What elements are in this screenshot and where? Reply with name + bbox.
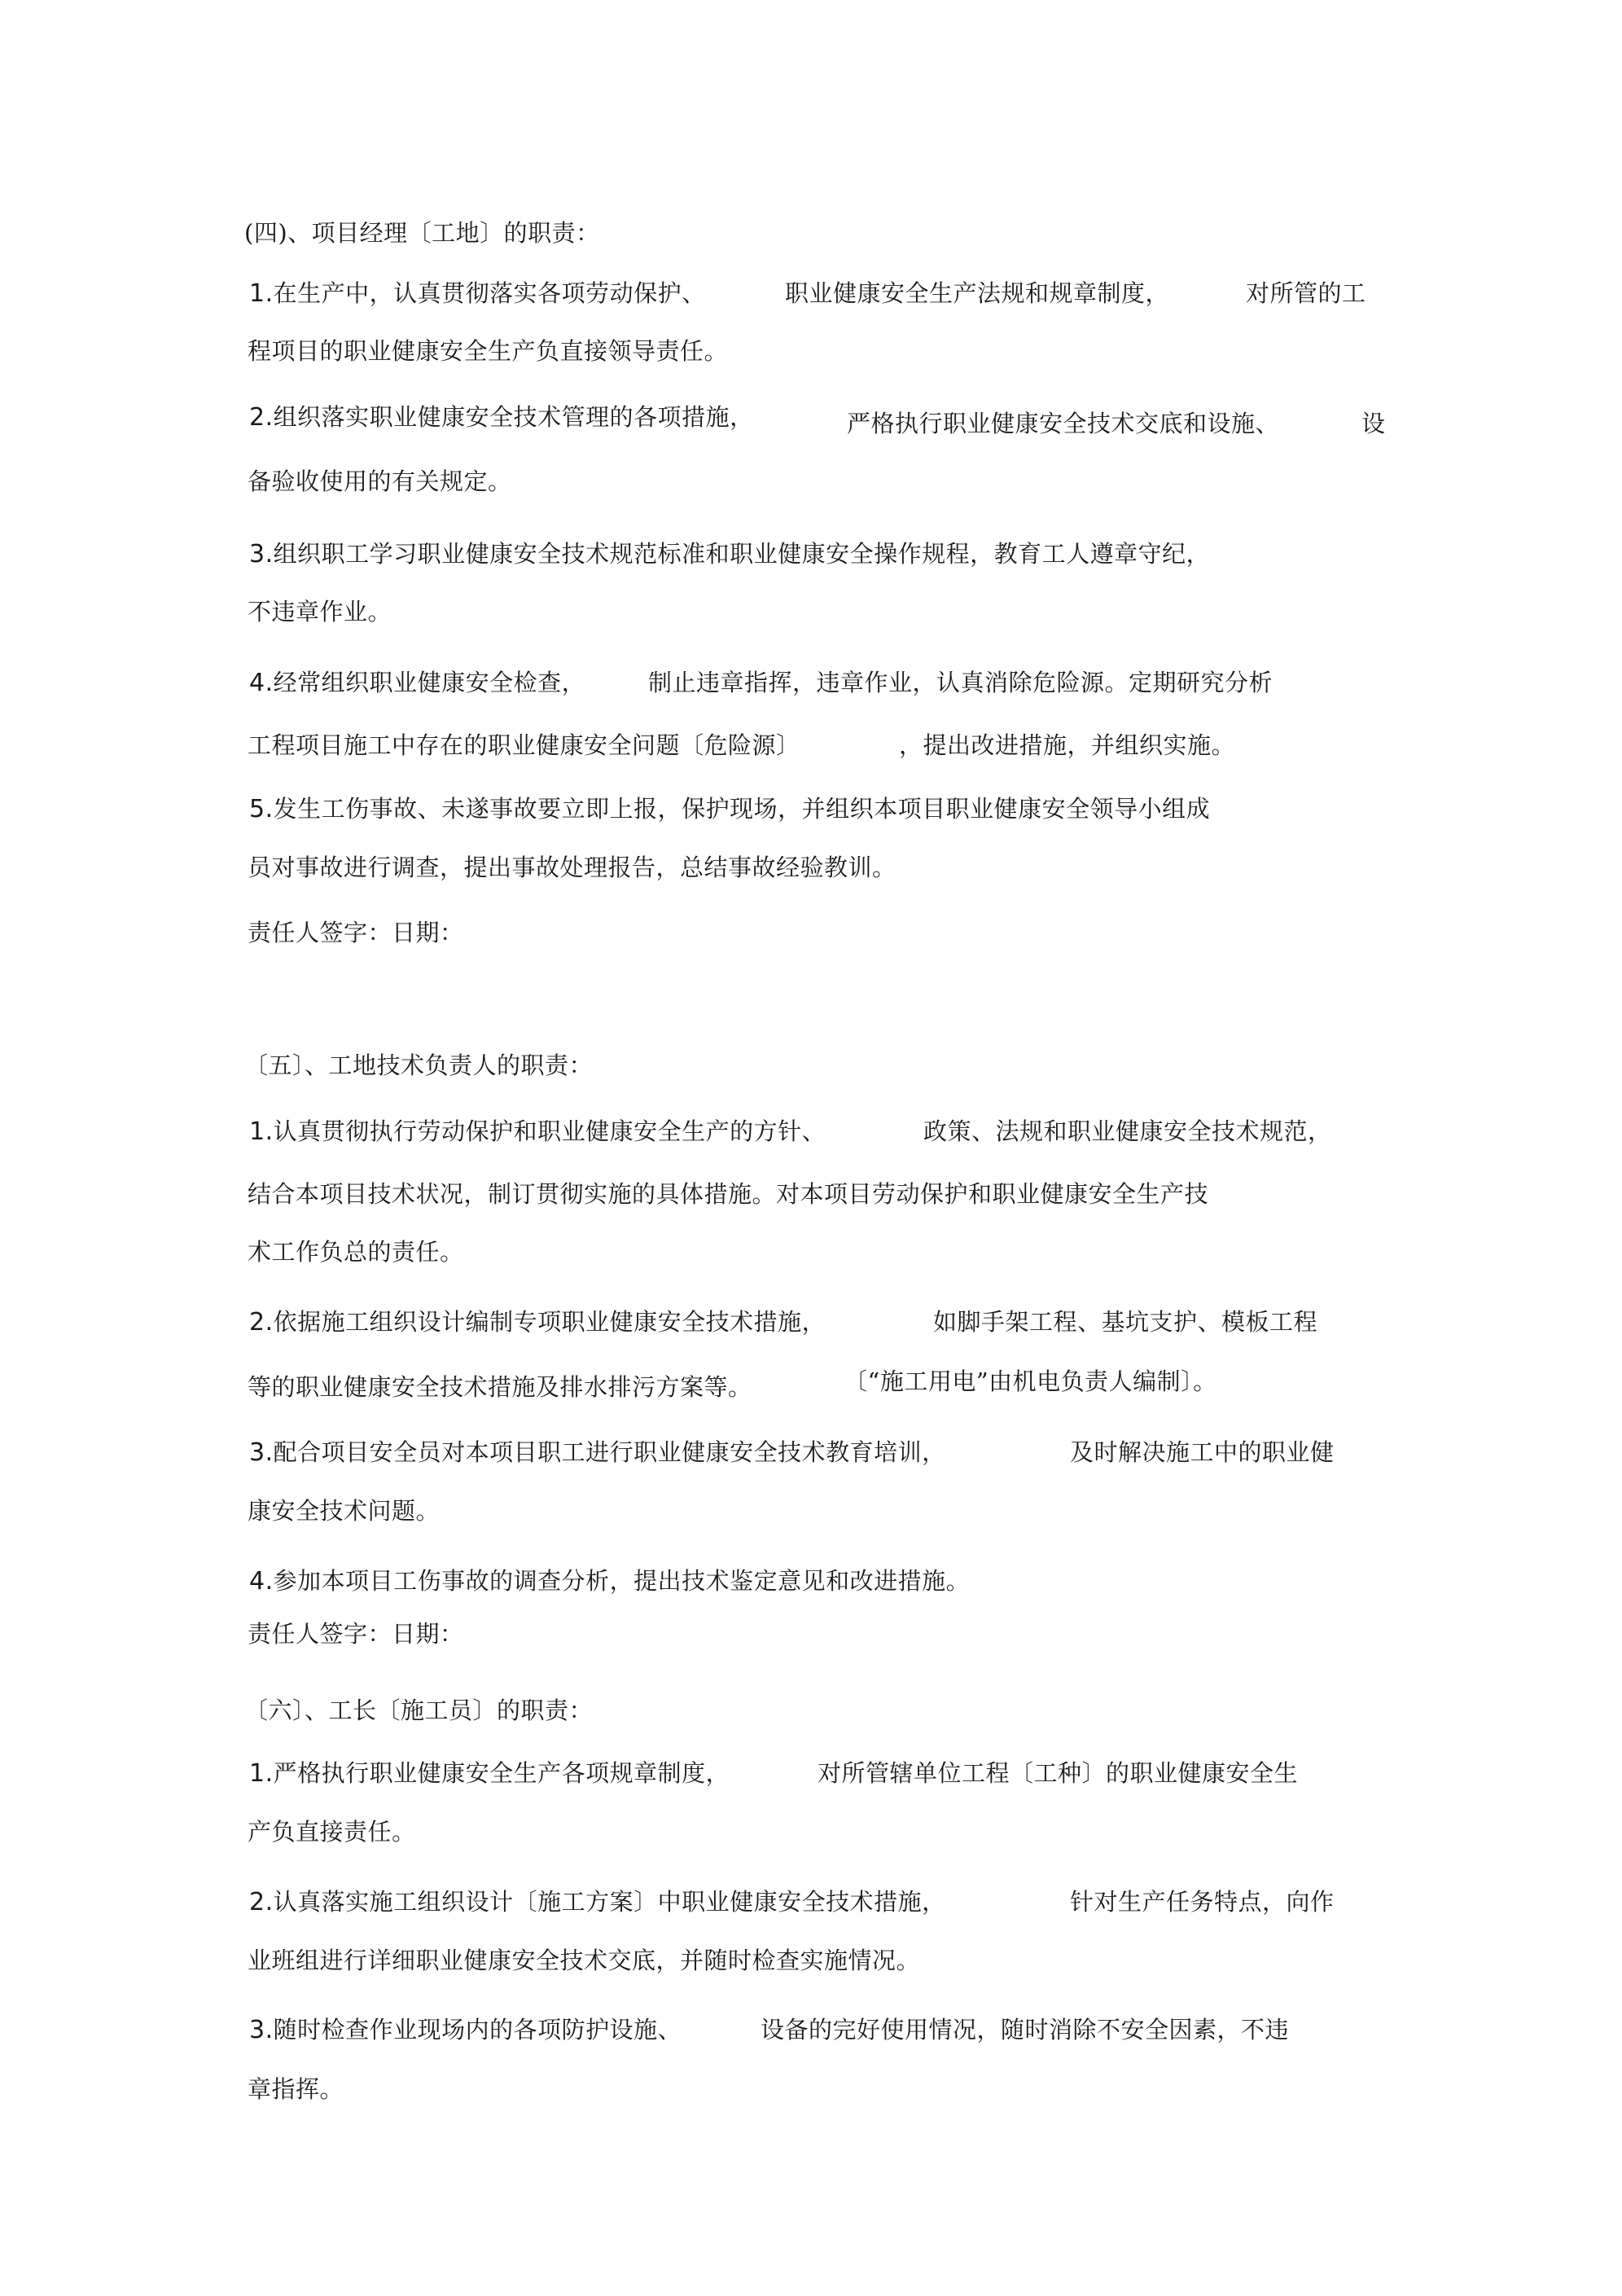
paragraph-text: 在生产中，认真贯彻落实各项劳动保护、 (273, 279, 706, 307)
item-3-line-1 (249, 538, 1210, 571)
section-heading: 〔五〕、工地技术负责人的职责： (244, 1051, 594, 1079)
paragraph-text: 对所管辖单位工程〔工种〕的职业健康安全生 (818, 1759, 1299, 1787)
item-number: 3. (249, 2016, 274, 2044)
paragraph-text: 业班组进行详细职业健康安全技术交底，并随时检查实施情况。 (248, 1947, 921, 1974)
paragraph-text: 设备的完好使用情况，随时消除不安全因素，不违 (761, 2016, 1290, 2044)
item-1-line-1 (249, 1757, 730, 1790)
paragraph-text: 组织职工学习职业健康安全技术规范标准和职业健康安全操作规程，教育工人遵章守纪， (273, 540, 1211, 568)
paragraph-text: 参加本项目工伤事故的调查分析，提出技术鉴定意见和改进措施。 (273, 1567, 971, 1595)
section-heading: 〔六〕、工长〔施工员〕的职责： (244, 1697, 594, 1724)
paragraph-text: 认真贯彻执行劳动保护和职业健康安全生产的方针、 (273, 1117, 826, 1145)
signature-line: 责任人签字：日期： (248, 919, 464, 946)
paragraph-text: 员对事故进行调查，提出事故处理报告，总结事故经验教训。 (248, 854, 896, 881)
paragraph-text: 严格执行职业健康安全技术交底和设施、 (847, 410, 1280, 437)
item-1-line-1 (249, 277, 706, 310)
paragraph-text: 等的职业健康安全技术措施及排水排污方案等。 (248, 1373, 752, 1401)
item-number: 2. (249, 403, 274, 432)
paragraph-text: 严格执行职业健康安全生产各项规章制度， (273, 1759, 730, 1787)
paragraph-text: 及时解决施工中的职业健 (1070, 1438, 1335, 1466)
paragraph-text: 发生工伤事故、未遂事故要立即上报，保护现场，并组织本项目职业健康安全领导小组成 (273, 795, 1211, 823)
paragraph-text: 术工作负总的责任。 (248, 1238, 464, 1266)
paragraph-text: 如脚手架工程、基坑支护、模板工程 (933, 1308, 1318, 1336)
paragraph-text: 政策、法规和职业健康安全技术规范， (923, 1117, 1332, 1145)
item-1-line-1 (249, 1115, 826, 1148)
paragraph-text: 经常组织职业健康安全检查， (273, 669, 586, 696)
paragraph-text: 工程项目施工中存在的职业健康安全问题〔危险源〕 (248, 731, 800, 759)
paragraph-text: 依据施工组织设计编制专项职业健康安全技术措施， (273, 1308, 826, 1336)
paragraph-text: 备验收使用的有关规定。 (248, 468, 512, 495)
signature-line: 责任人签字：日期： (248, 1620, 464, 1648)
paragraph-text: 产负直接责任。 (248, 1818, 416, 1846)
item-number: 2. (249, 1308, 274, 1337)
paragraph-text: 组织落实职业健康安全技术管理的各项措施， (273, 403, 754, 431)
paragraph-text: 设 (1361, 410, 1386, 437)
paragraph-text: 〔“施工用电”由机电负责人编制〕。 (844, 1368, 1217, 1395)
item-4-line-1 (249, 1565, 970, 1598)
paragraph-text: 配合项目安全员对本项目职工进行职业健康安全技术教育培训， (273, 1438, 946, 1466)
paragraph-text: 针对生产任务特点，向作 (1070, 1888, 1335, 1916)
item-number: 3. (249, 540, 274, 569)
item-2-line-1 (249, 401, 754, 434)
paragraph-text: 康安全技术问题。 (248, 1497, 441, 1525)
paragraph-text: 职业健康安全生产法规和规章制度， (785, 279, 1170, 307)
item-number: 4. (249, 1567, 274, 1596)
paragraph-text: 不违章作业。 (248, 598, 392, 626)
item-number: 4. (249, 669, 274, 697)
paragraph-text: 制止违章指挥，违章作业，认真消除危险源。定期研究分析 (648, 669, 1273, 696)
item-2-line-1 (249, 1306, 826, 1339)
paragraph-text: ，提出改进措施，并组织实施。 (899, 731, 1236, 759)
paragraph-text: 程项目的职业健康安全生产负直接领导责任。 (248, 337, 729, 365)
item-3-line-1 (249, 1436, 946, 1469)
paragraph-text: 对所管的工 (1246, 279, 1366, 307)
item-number: 3. (249, 1438, 274, 1467)
section-heading: (四)、项目经理〔工地〕的职责： (244, 219, 600, 247)
item-number: 2. (249, 1888, 274, 1916)
paragraph-text: 结合本项目技术状况，制订贯彻实施的具体措施。对本项目劳动保护和职业健康安全生产技 (248, 1180, 1209, 1208)
item-5-line-1 (249, 792, 1210, 826)
item-2-line-1 (249, 1886, 946, 1919)
item-number: 1. (249, 1117, 274, 1146)
paragraph-text: 认真落实施工组织设计〔施工方案〕中职业健康安全技术措施， (273, 1888, 946, 1916)
paragraph-text: 章指挥。 (248, 2075, 344, 2103)
item-4-line-1 (249, 666, 585, 700)
item-number: 1. (249, 1759, 274, 1788)
paragraph-text: 随时检查作业现场内的各项防护设施、 (273, 2016, 682, 2044)
item-number: 5. (249, 795, 274, 823)
item-number: 1. (249, 279, 274, 308)
item-3-line-1 (249, 2013, 682, 2047)
